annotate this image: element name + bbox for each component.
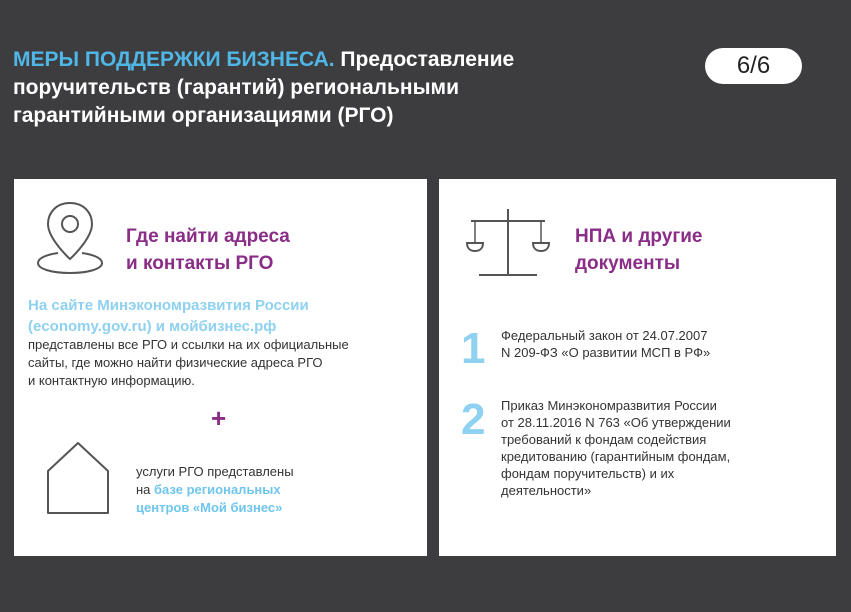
right-card-title <box>575 223 702 277</box>
doc2-line-6: деятельности» <box>501 483 592 498</box>
item-number-1: 1 <box>461 324 486 373</box>
scales-icon <box>465 207 551 279</box>
services-note <box>136 463 366 517</box>
doc2-line-3: требований к фондам содействия <box>501 432 707 447</box>
left-title-line-2: и контакты РГО <box>126 253 274 274</box>
source-description <box>28 336 424 390</box>
item-number-2: 2 <box>461 395 486 444</box>
doc1-line-2: N 209-ФЗ «О развитии МСП в РФ» <box>501 345 711 360</box>
services-line-1: услуги РГО представлены <box>136 464 294 479</box>
services-link-part-2: центров «Мой бизнес» <box>136 500 283 515</box>
left-title-line-1: Где найти адреса <box>126 226 290 247</box>
house-icon <box>40 437 116 519</box>
left-card-title <box>126 223 290 277</box>
page-indicator <box>705 48 802 84</box>
source-lead-line-1: На сайте Минэкономразвития России <box>28 297 309 314</box>
services-link-part-1: базе региональных <box>154 482 281 497</box>
right-title-line-1: НПА и другие <box>575 226 703 247</box>
title-rest: Предоставление <box>334 48 515 71</box>
title-accent: МЕРЫ ПОДДЕРЖКИ БИЗНЕСА. <box>13 48 335 71</box>
description-line-1: представлены все РГО и ссылки на их официальные <box>28 337 349 352</box>
doc2-line-5: фондам поручительств) и их <box>501 466 675 481</box>
title-line-3: гарантийными организациями (РГО) <box>13 104 394 127</box>
doc2-line-2: от 28.11.2016 N 763 «Об утверждении <box>501 415 731 430</box>
services-line-2-prefix: на <box>136 482 155 497</box>
card-documents <box>439 179 836 556</box>
doc2-line-1: Приказ Минэкономразвития России <box>501 398 717 413</box>
doc2-line-4: кредитованию (гарантийным фондам, <box>501 449 731 464</box>
plus-sign: + <box>211 403 227 433</box>
card-find-contacts <box>14 179 427 556</box>
page-indicator-label: 6/6 <box>736 52 771 79</box>
description-line-2: сайты, где можно найти физические адреса РГО <box>28 355 323 370</box>
title-line-2: поручительств (гарантий) региональными <box>13 76 459 99</box>
description-line-3: и контактную информацию. <box>28 373 195 388</box>
source-lead <box>28 295 418 337</box>
doc1-line-1: Федеральный закон от 24.07.2007 <box>501 328 708 343</box>
source-lead-line-2: (economy.gov.ru) и мойбизнес.рф <box>28 318 277 335</box>
right-title-line-2: документы <box>575 253 681 274</box>
document-item-1 <box>501 327 801 361</box>
document-item-2 <box>501 397 801 499</box>
location-pin-icon <box>34 197 106 277</box>
page-title <box>13 46 613 130</box>
